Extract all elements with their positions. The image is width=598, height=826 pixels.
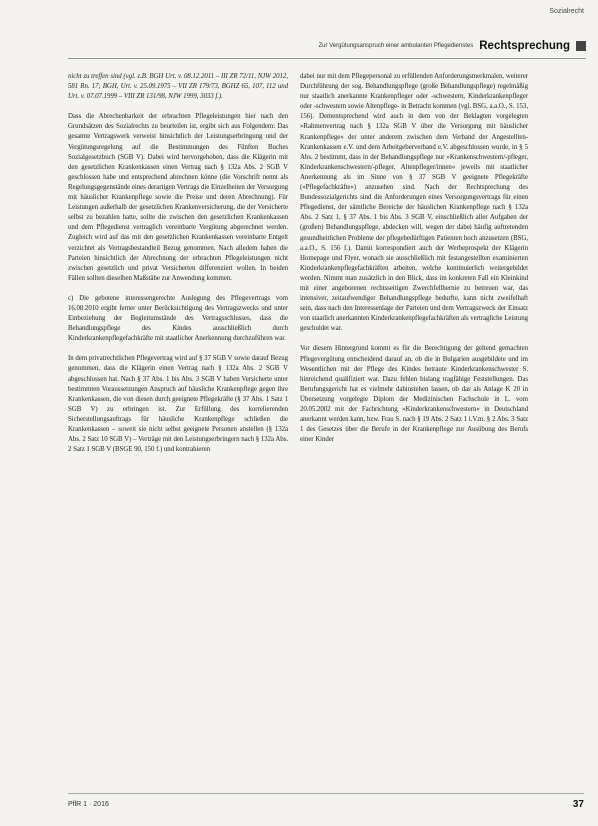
header-marker bbox=[576, 41, 586, 51]
footer-rule bbox=[68, 793, 584, 794]
journal-issue: PflR 1 · 2016 bbox=[68, 801, 109, 808]
paragraph: nicht zu treffen sind (vgl. z.B. BGH Urt. v. 08.12.2011 – III ZR 72/11, NJW 2012, 581 Rn. 17; BGH, Urt. v. 25.09.1975 – VII ZR 179/73, BGHZ 65, 107, 112 und Urt. v. 07.07.1999 – VIII ZR 131/98, NJW 1999, 3033 f.). bbox=[68, 73, 288, 101]
paragraph: In dem privatrechtlichen Pflegevertrag wird auf § 37 SGB V sowie darauf Bezug genommen, dass die Klägerin einen Vertrag nach § 132a Abs. 2 SGB V abgeschlossen hat. Nach § 37 Abs. 1 bis Abs. 3 SGB V haben Versicherte unter bestimmten Voraussetzungen Anspruch auf häusliche Krankenpflege gegen ihre Krankenkassen, die von diesen durch geeignete Pflegekräfte (§ 37 Abs. 1 Satz 1 SGB V) zu erbringen ist. Zur Erfüllung des korrelierenden Sicherstellungsauftrags für häusliche Krankenpflege schließen die Krankenkassen – soweit sie nicht selbst geeignete Personen anstellen (§ 132a Abs. 2 Satz 10 SGB V) – Verträge mit den Leistungserbringern nach § 132a Abs. 2 Satz 1 SGB V (BSGE 90, 150 f.) und kontrahieren bbox=[68, 355, 288, 454]
paragraph: c) Die gebotene interessengerechte Auslegung des Pflegevertrags vom 16.08.2010 ergibt ferner unter Berücksichtigung des Vertragszwecks und unter Einbeziehung der Begleitumstände des Vertragsschlusses, dass die Behandlungspflege des Kindes ausschließlich durch Kinderkrankenpflegefachkräfte mit staatlicher Anerkennung durchzuführen war. bbox=[68, 294, 288, 343]
header-rule bbox=[68, 58, 586, 59]
left-column bbox=[68, 72, 288, 465]
paragraph: Vor diesem Hintergrund kommt es für die Berechtigung der geltend gemachten Pflegevergütung entscheidend darauf an, ob die in Bulgarien ausgebildete und im Wesentlichen mit der Pflege des Kindes betraute Kinderkrankenschwester S. hinreichend qualifiziert war. Dazu fehlen bislang tragfähige Feststellungen. Das Berufungsgericht hat es vielmehr dahinstehen lassen, ob das als Anlage K 20 in Übersetzung vorgelegte Diplom der Medizinischen Fachschule in L. vom 20.05.2002 mit der Fachrichtung »Kinderkrankenschwestern« in Deutschland anerkannt werden kann, bzw. Frau S. nach § 19 Abs. 2 Satz 1 i.V.m. § 2 Abs. 3 Satz 1 des Gesetzes über die Berufe in der Krankenpflege zur Ausübung des Berufs einer Kinder bbox=[300, 345, 528, 444]
right-column bbox=[300, 72, 528, 455]
section-label: Sozialrecht bbox=[549, 8, 584, 15]
page-footer bbox=[68, 799, 584, 810]
page-header bbox=[300, 40, 586, 52]
paragraph: dabei nur mit dem Pflegepersonal zu erfüllenden Anforderungsmerkmalen, weiterer Durchführung der sog. Behandlungspflege (große Behandlungspflege) regelmäßig nur staatlich anerkannte Krankenpfleger oder -schwestern, Kinderkrankenpfleger oder -schwestern sowie Altenpflege- in Betracht kommen (vgl. BSG, a.a.O., S. 153, 156). Dementsprechend wird auch in dem von der Beklagten vorgelegten »Rahmenvertrag nach § 132a SGB V über die Versorgung mit häuslicher Krankenpflege« der unter anderem zwischen dem Verband der Angestellten-Krankenkassen e.V. und dem Arbeitgeberverband e.V. abgeschlossen wurde, in § 5 Abs. 2 bestimmt, dass in der Behandlungspflege nur »Krankenschwestern/-pfleger, Kinderkrankenschwestern/-pfleger, Altenpfleger/innen« jeweils mit staatlicher Anerkennung als im Sinne von § 37 SGB V geeignete Pflegekräfte (»Pflegefachkräfte«) anzusehen sind. Nach der Rechtsprechung des Bundessozialgerichts sind die Anforderungen eines Versorgungsvertrags für einen Pflegedienst, der sämtliche Bereiche der häuslichen Krankenpflege nach § 132a Abs. 2 Satz 1, § 37 Abs. 1 bis Abs. 3 SGB V, einschließlich aller Aufgaben der (großen) Behandlungspflege, abdecken will, wegen der dabei häufig auftretenden gesundheitlichen Probleme der pflegebedürftigen Patienten hoch anzusetzen (BSG, a.a.O., S. 156 f.). Damit korrespondiert auch der Werbeprospekt der Klägerin Homepage und Flyer, wonach sie ausschließlich mit festangestellten examinierten Kinderkrankenpflegefachkräften arbeiten, welche kontinuierlich weitergebildet werden. Nimmt man zusätzlich in den Blick, dass im konkreten Fall ein Kleinkind mit einer angeborenen rechtsseitigen Zwerchfellhernie zu betreuen war, das intensiver, zeitaufwendiger Behandlungspflege bedurfte, kann nicht zweifelhaft sein, dass nach den Interessenlage der Parteien und dem Vertragszweck der Einsatz von staatlich anerkannten Kinderkrankenpflegefachkräften als vertragliche Leistung geschuldet war. bbox=[300, 73, 528, 333]
header-title: Rechtsprechung bbox=[479, 40, 570, 52]
page-number: 37 bbox=[572, 799, 584, 810]
header-subtitle: Zur Vergütungsanspruch einer ambulanten Pflegedienstes bbox=[318, 43, 474, 49]
paragraph: Dass die Abrechenbarkeit der erbrachten Pflegeleistungen hier nach den Grundsätzen des Sozialrechts zu beurteilen ist, ergibt sich aus Folgendem: Das gesamte Vertragswerk verweist hinsichtlich der Leistungserbringung und der Vergütungsregelung auf die Bestimmungen des Fünften Buches Sozialgesetzbuch (SGB V). Dabei wird hervorgehoben, dass die Klägerin mit den gesetzlichen Krankenkassen einen Vertrag nach § 132a Abs. 2 SGB V geschlossen habe und entsprechend abrechnen könne (die Vorschrift nennt als Regelungsgegenstände eines derartigen Vertrags die Einzelheiten der Versorgung mit häuslicher Krankenpflege sowie die Preise und deren Abrechnung). Für Leistungen außerhalb der gesetzlichen Krankenversicherung, die der Versicherte selbst zu bezahlen hatte, sollte die zwischen den gesetzlichen Krankenkassen und dem Pflegedienst vertraglich vereinbarte Vergütung abgerechnet werden. Zugleich wird auf das mit den gesetzlichen Krankenkassen vereinbarte Entgelt verzichtet als Vertragsbestandteil Bezug genommen. Nach alledem haben die Parteien hinsichtlich der Abrechnung der erbrachten Pflegeleistungen nicht zwischen gesetzlich und privat Versicherten differenziert wollen. In beiden Fällen sollten dieselben Maßstäbe zur Anwendung kommen. bbox=[68, 113, 288, 282]
